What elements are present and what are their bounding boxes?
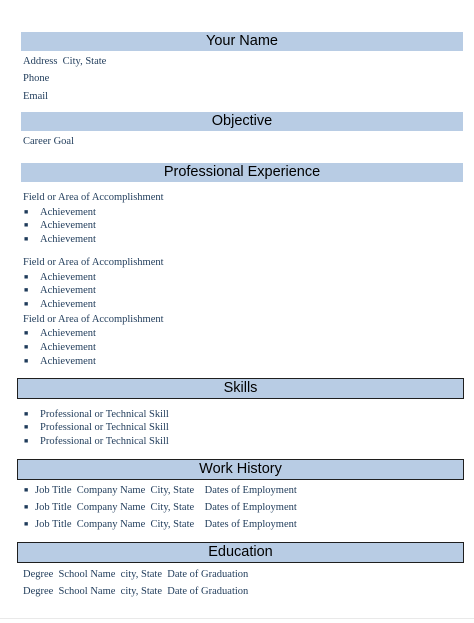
work-history-heading: Work History	[199, 461, 282, 477]
objective-heading-bar	[21, 112, 463, 131]
achievement-item: ■ Achievement	[24, 328, 96, 339]
bullet-icon: ■	[24, 286, 29, 294]
bullet-icon: ■	[24, 208, 29, 216]
job-item: ■ Job Title Company Name City, State Dates of Employment	[24, 485, 297, 496]
bullet-icon: ■	[24, 437, 29, 445]
name-heading: Your Name	[205, 33, 278, 49]
bullet-icon: ■	[24, 273, 29, 281]
achievement-item: ■ Achievement	[24, 272, 96, 283]
work-history-heading-bar	[17, 459, 464, 480]
achievement-item: ■ Achievement	[24, 285, 96, 296]
education-item: Degree School Name city, State Date of Graduation	[23, 586, 249, 597]
bullet-icon: ■	[24, 423, 29, 431]
bullet-icon: ■	[24, 520, 29, 528]
bullet-icon: ■	[24, 329, 29, 337]
bullet-icon: ■	[24, 300, 29, 308]
skills-heading-bar	[17, 378, 464, 399]
skills-heading: Skills	[223, 380, 258, 396]
skill-item: ■ Professional or Technical Skill	[24, 422, 169, 433]
page-bottom-rule	[0, 618, 474, 619]
skill-item: ■ Professional or Technical Skill	[24, 409, 169, 420]
bullet-icon: ■	[24, 486, 29, 494]
achievement-item: ■ Achievement	[24, 299, 96, 310]
name-heading-bar	[21, 32, 463, 51]
bullet-icon: ■	[24, 343, 29, 351]
bullet-icon: ■	[24, 221, 29, 229]
accomplishment-field: Field or Area of Accomplishment	[23, 192, 164, 203]
phone-line: Phone	[23, 73, 50, 84]
bullet-icon: ■	[24, 503, 29, 511]
experience-heading: Professional Experience	[163, 164, 321, 180]
achievement-item: ■ Achievement	[24, 220, 96, 231]
career-goal-line: Career Goal	[23, 136, 75, 147]
education-heading: Education	[208, 544, 273, 560]
achievement-item: ■ Achievement	[24, 234, 96, 245]
achievement-item: ■ Achievement	[24, 342, 96, 353]
bullet-icon: ■	[24, 357, 29, 365]
objective-heading: Objective	[211, 113, 273, 129]
bullet-icon: ■	[24, 410, 29, 418]
education-heading-bar	[17, 542, 464, 563]
job-item: ■ Job Title Company Name City, State Dates of Employment	[24, 519, 297, 530]
accomplishment-field: Field or Area of Accomplishment	[23, 257, 164, 268]
education-item: Degree School Name city, State Date of Graduation	[23, 569, 249, 580]
job-item: ■ Job Title Company Name City, State Dates of Employment	[24, 502, 297, 513]
skill-item: ■ Professional or Technical Skill	[24, 436, 169, 447]
accomplishment-field: Field or Area of Accomplishment	[23, 314, 164, 325]
address-line: Address City, State	[23, 56, 107, 67]
achievement-item: ■ Achievement	[24, 356, 96, 367]
bullet-icon: ■	[24, 235, 29, 243]
email-line: Email	[23, 91, 49, 102]
achievement-item: ■ Achievement	[24, 207, 96, 218]
experience-heading-bar	[21, 163, 463, 182]
